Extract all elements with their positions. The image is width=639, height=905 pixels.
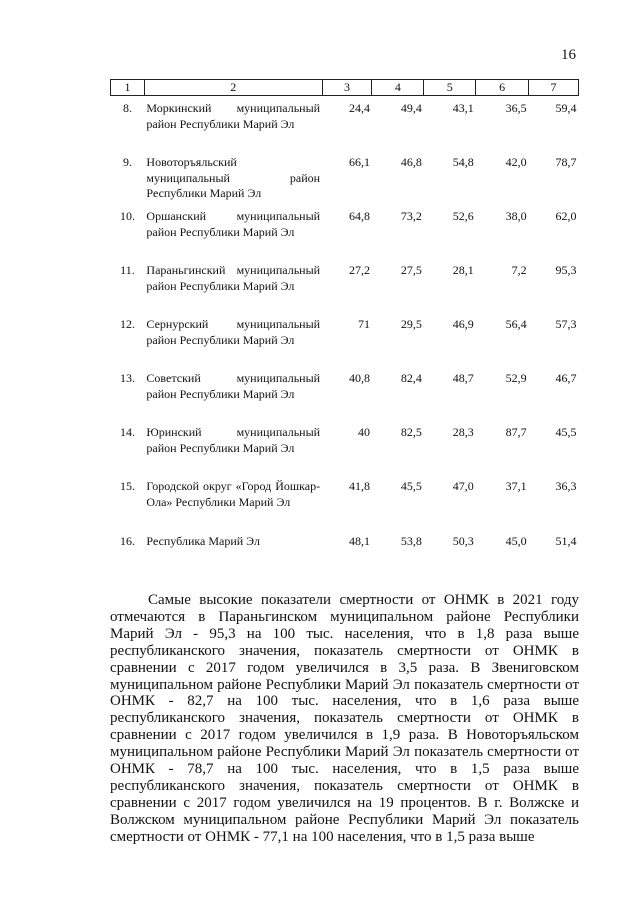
table-row <box>111 366 579 420</box>
value-col-6: 37,1 <box>505 479 527 493</box>
row-number: 11. <box>120 263 135 277</box>
body-paragraph: Самые высокие показатели смертности от ОНМК в 2021 году отмечаются в Параньгинском муниципальном районе Республики Марий Эл - 95,3 на 100 тыс. населения, что в 1,8 раза выше республиканского значения, показатель смертности от ОНМК в сравнении с 2017 годом увеличился в 3,5 раза. В Звениговском муниципальном районе Республики Марий Эл показатель смертности от ОНМК - 82,7 на 100 тыс. населения, что в 1,6 раза выше республиканского значения, показатель смертности от ОНМК в сравнении с 2017 годом увеличился в 1,9 раза. В Новоторъяльском муниципальном районе Республики Марий Эл показатель смертности от ОНМК - 78,7 на 100 тыс. населения, что в 1,5 раза выше республиканского значения, показатель смертности от ОНМК в сравнении с 2017 годом увеличился на 19 процентов. В г. Волжске и Волжском муниципальном районе Республики Марий Эл показатель смертности от ОНМК - 77,1 на 100 населения, что в 1,5 раза выше <box>110 592 579 845</box>
value-col-3: 48,1 <box>348 534 370 548</box>
value-col-4: 53,8 <box>400 534 422 548</box>
header-col-1: 1 <box>111 80 145 96</box>
value-col-6: 42,0 <box>505 155 527 169</box>
value-col-7: 59,4 <box>555 101 577 115</box>
table-row <box>111 96 579 151</box>
header-col-2: 2 <box>144 80 322 96</box>
value-col-5: 28,3 <box>452 425 474 439</box>
value-col-5: 28,1 <box>452 263 474 277</box>
value-col-7: 78,7 <box>555 155 577 169</box>
district-name: Моркинский муниципальный район Республики Марий Эл <box>146 101 321 131</box>
value-col-4: 29,5 <box>400 317 422 331</box>
value-col-3: 64,8 <box>348 209 370 223</box>
value-col-4: 73,2 <box>400 209 422 223</box>
header-col-5: 5 <box>424 80 476 96</box>
value-col-7: 57,3 <box>555 317 577 331</box>
value-col-6: 38,0 <box>505 209 527 223</box>
value-col-6: 36,5 <box>505 101 527 115</box>
district-name: Новоторъяльский муниципальный район Республики Марий Эл <box>146 155 321 200</box>
value-col-7: 95,3 <box>555 263 577 277</box>
value-col-5: 43,1 <box>452 101 474 115</box>
header-col-7: 7 <box>529 80 579 96</box>
value-col-6: 87,7 <box>505 425 527 439</box>
value-col-4: 27,5 <box>400 263 422 277</box>
value-col-5: 47,0 <box>452 479 474 493</box>
district-name: Сернурский муниципальный район Республики Марий Эл <box>146 317 321 347</box>
table-row <box>111 420 579 474</box>
value-col-3: 27,2 <box>348 263 370 277</box>
value-col-6: 7,2 <box>511 263 527 277</box>
row-number: 12. <box>119 317 135 331</box>
row-number: 10. <box>119 209 135 223</box>
district-name: Республика Марий Эл <box>146 534 260 548</box>
value-col-4: 46,8 <box>400 155 422 169</box>
value-col-5: 46,9 <box>452 317 474 331</box>
page-number: 16 <box>561 47 576 63</box>
value-col-6: 56,4 <box>505 317 527 331</box>
table-row <box>111 150 579 204</box>
table-row <box>111 312 579 366</box>
mortality-table <box>110 79 579 554</box>
value-col-5: 52,6 <box>452 209 474 223</box>
district-name: Оршанский муниципальный район Республики Марий Эл <box>146 209 321 239</box>
value-col-3: 24,4 <box>348 101 370 115</box>
table-row <box>111 474 579 528</box>
value-col-6: 52,9 <box>505 371 527 385</box>
district-name: Юринский муниципальный район Республики Марий Эл <box>146 425 321 455</box>
table-row <box>111 528 579 554</box>
value-col-3: 40 <box>357 425 370 439</box>
row-number: 13. <box>119 371 135 385</box>
value-col-7: 62,0 <box>555 209 577 223</box>
value-col-4: 82,4 <box>400 371 422 385</box>
district-name: Параньгинский муниципальный район Республики Марий Эл <box>146 263 321 293</box>
row-number: 8. <box>122 101 132 115</box>
table-header <box>111 80 579 96</box>
value-col-4: 45,5 <box>400 479 422 493</box>
value-col-4: 49,4 <box>400 101 422 115</box>
table-row <box>111 204 579 258</box>
value-col-7: 36,3 <box>555 479 577 493</box>
value-col-6: 45,0 <box>505 534 527 548</box>
header-col-6: 6 <box>476 80 529 96</box>
value-col-5: 48,7 <box>452 371 474 385</box>
row-number: 16. <box>119 534 135 548</box>
row-number: 14. <box>119 425 135 439</box>
header-col-3: 3 <box>322 80 372 96</box>
district-name: Городской округ «Город Йошкар-Ола» Республики Марий Эл <box>146 479 321 509</box>
value-col-3: 40,8 <box>348 371 370 385</box>
value-col-7: 51,4 <box>555 534 577 548</box>
header-col-4: 4 <box>372 80 424 96</box>
value-col-3: 71 <box>357 317 370 331</box>
value-col-3: 66,1 <box>348 155 370 169</box>
value-col-5: 54,8 <box>452 155 474 169</box>
row-number: 15. <box>119 479 135 493</box>
value-col-7: 46,7 <box>555 371 577 385</box>
row-number: 9. <box>122 155 132 169</box>
value-col-3: 41,8 <box>348 479 370 493</box>
value-col-4: 82,5 <box>400 425 422 439</box>
value-col-7: 45,5 <box>555 425 577 439</box>
value-col-5: 50,3 <box>452 534 474 548</box>
table-row <box>111 258 579 312</box>
district-name: Советский муниципальный район Республики Марий Эл <box>146 371 321 401</box>
